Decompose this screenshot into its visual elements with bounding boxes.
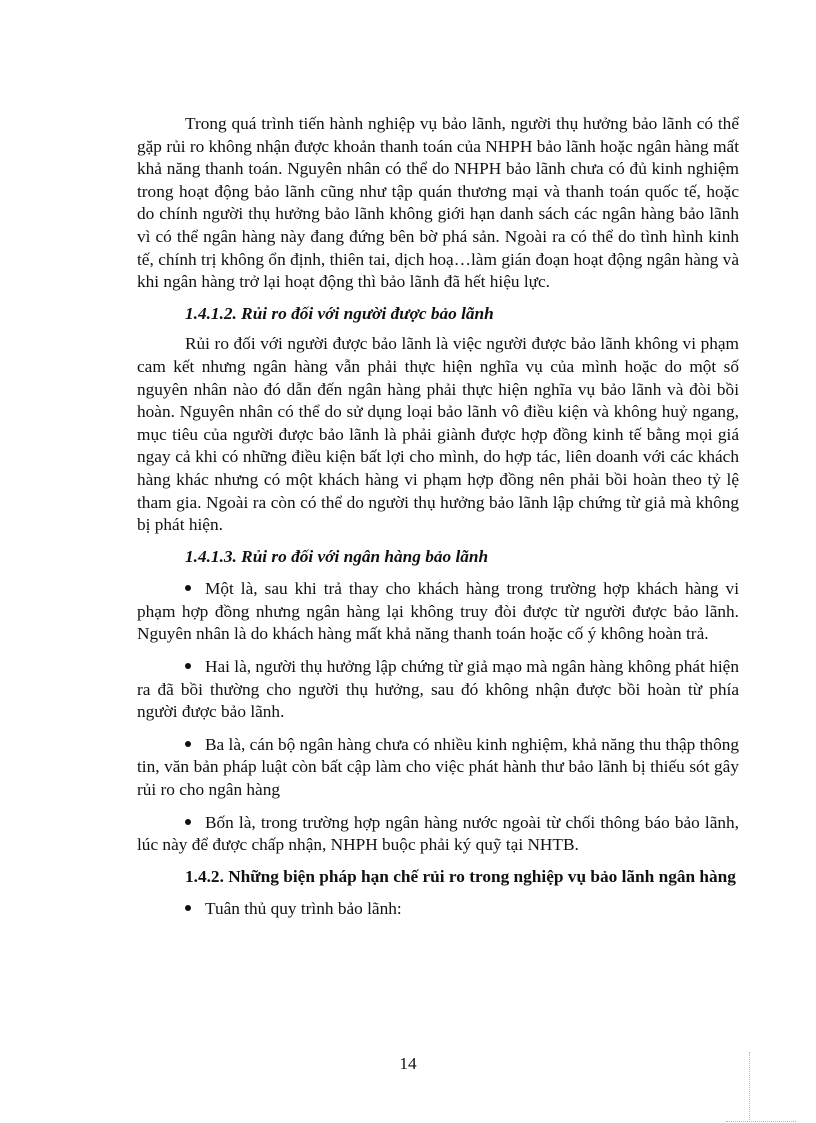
page-corner-border	[749, 1052, 808, 1122]
bullet-text: Tuân thủ quy trình bảo lãnh:	[205, 899, 402, 919]
paragraph-beneficiary-risk: Trong quá trình tiến hành nghiệp vụ bảo lãnh, người thụ hưởng bảo lãnh có thể gặp rủi ro không nhận được khoản thanh toán của NHPH bảo lãnh hoặc ngân hàng mất khả năng thanh toán. Nguyên nhân có thể do NHPH bảo lãnh chưa có đủ kinh nghiệm trong hoạt động bảo lãnh cũng như tập quán thương mại và thanh toán quốc tế, hoặc do chính người thụ hưởng bảo lãnh không giới hạn danh sách các ngân hàng bảo lãnh vì có thể ngân hàng này đang đứng bên bờ phá sản. Ngoài ra có thể do tình hình kinh tế, chính trị không ổn định, thiên tai, dịch hoạ…làm gián đoạn hoạt động ngân hàng và khi ngân hàng trở lại hoạt động thì bảo lãnh đã hết hiệu lực.	[137, 114, 739, 292]
bullet-icon	[185, 905, 191, 911]
bullet-icon	[185, 663, 191, 669]
page-number: 14	[399, 1054, 417, 1073]
bullet-text: Ba là, cán bộ ngân hàng chưa có nhiều kinh nghiệm, khả năng thu thập thông tin, văn bản pháp luật còn bất cập làm cho việc phát hành thư bảo lãnh bị thiếu sót gây rủi ro cho ngân hàng	[137, 734, 739, 800]
bullet-icon	[185, 741, 191, 747]
page-body	[137, 113, 739, 921]
bullet-icon	[185, 585, 191, 591]
bullet-text: Một là, sau khi trả thay cho khách hàng trong trường hợp khách hàng vi phạm hợp đồng nhưng ngân hàng lại không truy đòi được từ người được bảo lãnh. Nguyên nhân là do khách hàng mất khả năng thanh toán hoặc cố ý không hoàn trả.	[137, 579, 739, 644]
bullet-item-1	[137, 578, 739, 646]
bullet-item-3	[137, 734, 739, 802]
bullet-text: Bốn là, trong trường hợp ngân hàng nước ngoài từ chối thông báo bảo lãnh, lúc này để được chấp nhận, NHPH buộc phải ký quỹ tại NHTB.	[137, 812, 739, 855]
section-heading-1-4-2: 1.4.2. Những biện pháp hạn chế rủi ro trong nghiệp vụ bảo lãnh ngân hàng	[185, 866, 736, 886]
paragraph-guaranteed-party-risk: Rủi ro đối với người được bảo lãnh là việc người được bảo lãnh không vi phạm cam kết nhưng ngân hàng vẫn phải thực hiện nghĩa vụ của mình hoặc do một số nguyên nhân nào đó dẫn đến ngân hàng phải thực hiện nghĩa vụ bảo lãnh và đòi bồi hoàn. Nguyên nhân có thể do sử dụng loại bảo lãnh vô điều kiện và không huỷ ngang, mục tiêu của người được bảo lãnh là phải giành được hợp đồng kinh tế bằng mọi giá ngay cả khi có những điều kiện bất lợi cho mình, do hợp tác, liên doanh với các khách hàng khác nhưng có một khách hàng vi phạm hợp đồng nên phải bồi hoàn theo tỷ lệ tham gia. Ngoài ra còn có thể do người thụ hưởng bảo lãnh lập chứng từ giả mà không bị phát hiện.	[137, 334, 739, 535]
bullet-icon	[185, 819, 191, 825]
bullet-item-5	[137, 898, 739, 921]
bullet-text: Hai là, người thụ hưởng lập chứng từ giả mạo mà ngân hàng không phát hiện ra đã bồi thường cho người thụ hưởng, sau đó không nhận được bồi hoàn từ phía người được bảo lãnh.	[137, 657, 739, 722]
section-heading-1-4-1-2: 1.4.1.2. Rủi ro đối với người được bảo lãnh	[185, 303, 494, 323]
section-heading-1-4-1-3: 1.4.1.3. Rủi ro đối với ngân hàng bảo lãnh	[185, 546, 489, 566]
bullet-item-4	[137, 812, 739, 857]
bullet-item-2	[137, 656, 739, 724]
